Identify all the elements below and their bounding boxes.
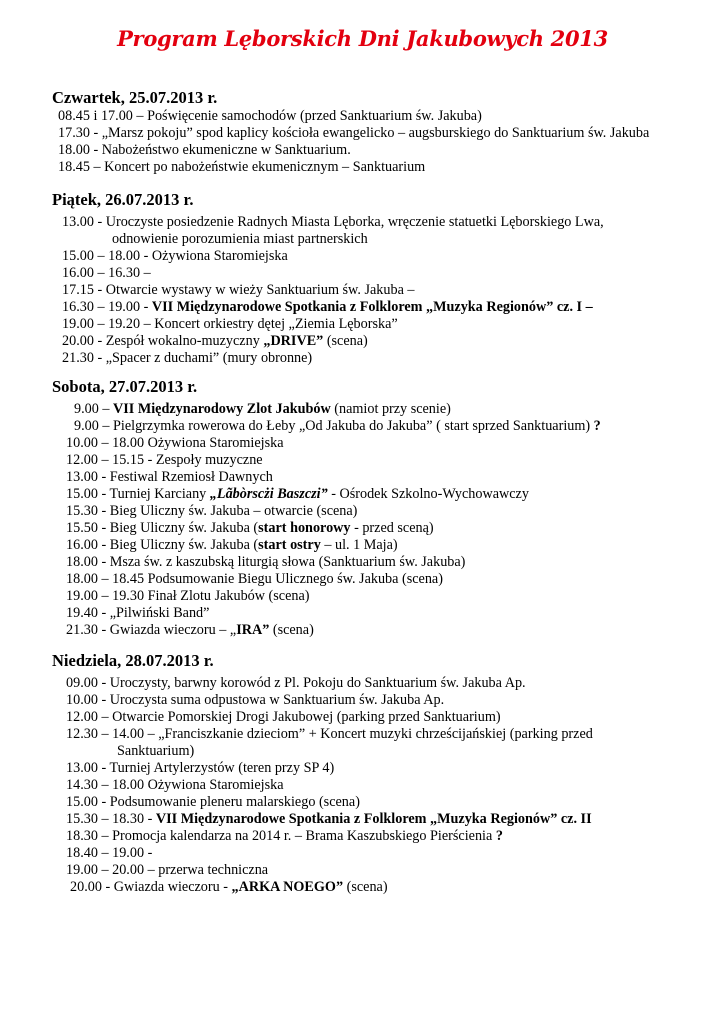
schedule-line: 19.00 – 19.20 – Koncert orkiestry dętej „Ziemia Lęborska” <box>62 316 398 332</box>
schedule-line: 13.00 - Turniej Artylerzystów (teren przy SP 4) <box>66 760 335 776</box>
schedule-line: 18.00 - Nabożeństwo ekumeniczne w Sanktuarium. <box>58 142 351 158</box>
schedule-line: 19.00 – 19.30 Finał Zlotu Jakubów (scena) <box>66 588 310 604</box>
schedule-line: 16.00 - Bieg Uliczny św. Jakuba (start ostry – ul. 1 Maja) <box>66 537 398 553</box>
schedule-line: 10.00 – 18.00 Ożywiona Staromiejska <box>66 435 284 451</box>
schedule-line: 18.30 – Promocja kalendarza na 2014 r. – Brama Kaszubskiego Pierścienia ? <box>66 828 503 844</box>
schedule-line: 10.00 - Uroczysta suma odpustowa w Sanktuarium św. Jakuba Ap. <box>66 692 445 708</box>
schedule-line: 15.30 – 18.30 - VII Międzynarodowe Spotkania z Folklorem „Muzyka Regionów” cz. II <box>66 811 592 827</box>
schedule-line: 14.30 – 18.00 Ożywiona Staromiejska <box>66 777 284 793</box>
schedule-line: 18.40 – 19.00 - <box>66 845 153 861</box>
schedule-line: 09.00 - Uroczysty, barwny korowód z Pl. Pokoju do Sanktuarium św. Jakuba Ap. <box>66 675 526 691</box>
schedule-line: 12.00 – Otwarcie Pomorskiej Drogi Jakubowej (parking przed Sanktuarium) <box>66 709 501 725</box>
schedule-line: 17.30 - „Marsz pokoju” spod kaplicy kościoła ewangelicko – augsburskiego do Sanktuarium św. Jakuba <box>58 125 650 141</box>
schedule-line: 9.00 – Pielgrzymka rowerowa do Łeby „Od Jakuba do Jakuba” ( start sprzed Sanktuarium) ? <box>74 418 601 434</box>
schedule-line: 12.00 – 15.15 - Zespoły muzyczne <box>66 452 263 468</box>
day-heading-friday: Piątek, 26.07.2013 r. <box>52 190 194 209</box>
schedule-line: odnowienie porozumienia miast partnerskich <box>112 231 368 247</box>
schedule-line: 13.00 - Uroczyste posiedzenie Radnych Miasta Lęborka, wręczenie statuetki Lęborskiego Lwa, <box>62 214 604 230</box>
schedule-line: 08.45 i 17.00 – Poświęcenie samochodów (przed Sanktuarium św. Jakuba) <box>58 108 482 124</box>
schedule-line: 18.45 – Koncert po nabożeństwie ekumenicznym – Sanktuarium <box>58 159 426 175</box>
schedule-line: 15.00 – 18.00 - Ożywiona Staromiejska <box>62 248 288 264</box>
schedule-line: 18.00 – 18.45 Podsumowanie Biegu Ulicznego św. Jakuba (scena) <box>66 571 443 587</box>
schedule-line: 16.00 – 16.30 – <box>62 265 151 281</box>
schedule-line: 18.00 - Msza św. z kaszubską liturgią słowa (Sanktuarium św. Jakuba) <box>66 554 466 570</box>
day-heading-thursday: Czwartek, 25.07.2013 r. <box>52 88 218 107</box>
schedule-line: 20.00 - Zespół wokalno-muzyczny „DRIVE” (scena) <box>62 333 368 349</box>
page-title: Program Lęborskich Dni Jakubowych 2013 <box>117 26 608 51</box>
schedule-line: 13.00 - Festiwal Rzemiosł Dawnych <box>66 469 273 485</box>
schedule-line: 15.50 - Bieg Uliczny św. Jakuba (start honorowy - przed sceną) <box>66 520 434 536</box>
schedule-line: 15.30 - Bieg Uliczny św. Jakuba – otwarcie (scena) <box>66 503 358 519</box>
schedule-line: 21.30 - Gwiazda wieczoru – „IRA” (scena) <box>66 622 314 638</box>
schedule-line: 9.00 – VII Międzynarodowy Zlot Jakubów (namiot przy scenie) <box>74 401 451 417</box>
day-heading-sunday: Niedziela, 28.07.2013 r. <box>52 651 214 670</box>
schedule-line: 15.00 - Podsumowanie pleneru malarskiego (scena) <box>66 794 360 810</box>
day-heading-saturday: Sobota, 27.07.2013 r. <box>52 377 198 396</box>
schedule-line: Sanktuarium) <box>117 743 195 759</box>
schedule-line: 20.00 - Gwiazda wieczoru - „ARKA NOEGO” (scena) <box>70 879 388 895</box>
schedule-line: 17.15 - Otwarcie wystawy w wieży Sanktuarium św. Jakuba – <box>62 282 415 298</box>
schedule-line: 21.30 - „Spacer z duchami” (mury obronne) <box>62 350 313 366</box>
schedule-line: 19.00 – 20.00 – przerwa techniczna <box>66 862 269 878</box>
schedule-line: 15.00 - Turniej Karciany „Lãbòrscżi Baszczi” - Ośrodek Szkolno-Wychowawczy <box>66 486 529 502</box>
schedule-line: 19.40 - „Pilwiński Band” <box>66 605 210 621</box>
schedule-line: 16.30 – 19.00 - VII Międzynarodowe Spotkania z Folklorem „Muzyka Regionów” cz. I – <box>62 299 593 315</box>
schedule-line: 12.30 – 14.00 – „Franciszkanie dzieciom” + Koncert muzyki chrześcijańskiej (parking przed <box>66 726 593 742</box>
